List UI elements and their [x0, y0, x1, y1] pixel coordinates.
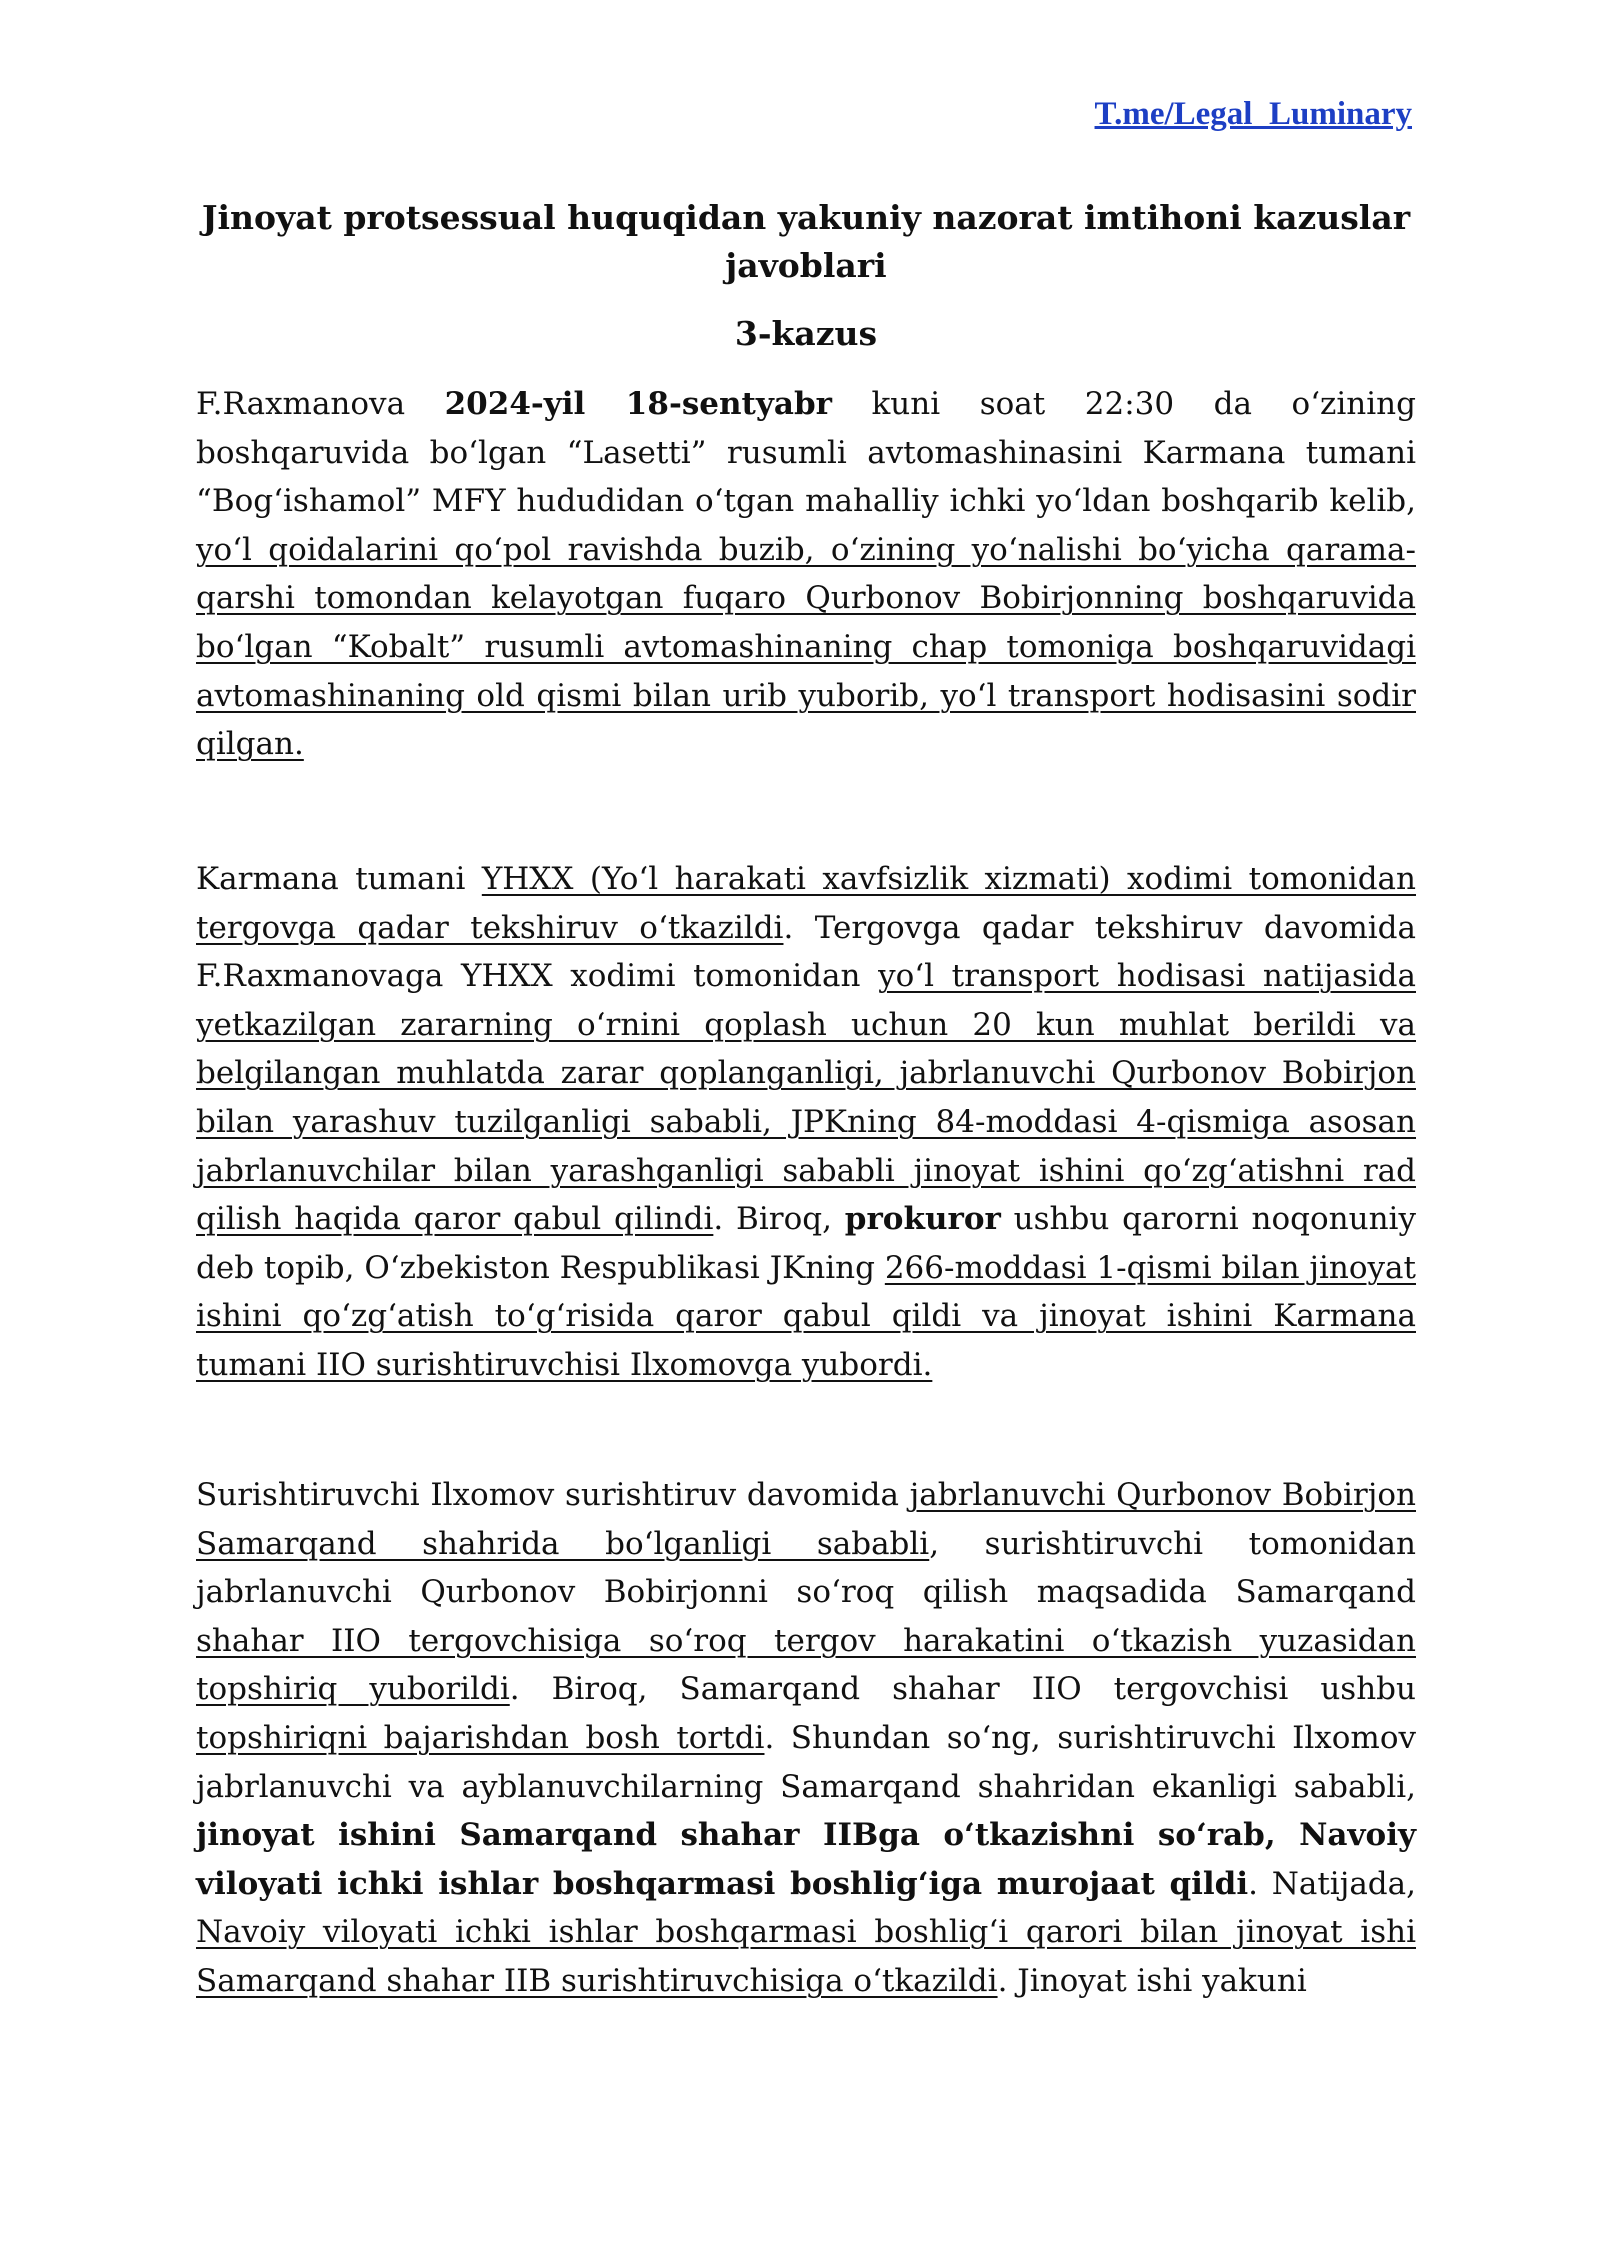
bold-text: jinoyat ishini Samarqand shahar IIBga o‘tkazishni so‘rab, Navoiy viloyati ichki ishlar boshqarmasi boshlig‘iga murojaat qildi: [196, 1817, 1416, 1902]
paragraph-text: . Jinoyat ishi yakuni: [997, 1962, 1307, 1999]
paragraph-text: . Natijada,: [1248, 1865, 1416, 1902]
underlined-text: yo‘l transport hodisasi natijasida yetkazilgan zararning o‘rnini qoplash uchun 20 kun muhlat berildi va belgilangan muhlatda zarar qoplanganligi, jabrlanuvchi Qurbonov Bobirjon bilan yarashuv tuzilganligi sababli, JPKning 84-moddasi 4-qismiga asosan jabrlanuvchilar bilan yarashganligi sababli jinoyat ishini qo‘zg‘atishni rad qilish haqida qaror qabul qilindi: [196, 958, 1416, 1238]
case-paragraph-1: [196, 380, 1416, 769]
telegram-channel-link[interactable]: T.me/Legal_Luminary: [1094, 96, 1412, 132]
document-title: Jinoyat protsessual huquqidan yakuniy nazorat imtihoni kazuslar javoblari: [201, 198, 1411, 285]
paragraph-text: . Tergovga qadar tekshiruv davomida F.Raxmanovaga YHXX xodimi tomonidan: [196, 909, 1416, 995]
paragraph-text: Surishtiruvchi Ilxomov surishtiruv davomida: [196, 1477, 910, 1513]
paragraph-text: . Shundan so‘ng, surishtiruvchi Ilxomov jabrlanuvchi va ayblanuvchilarning Samarqand shahridan ekanligi sababli,: [196, 1719, 1416, 1805]
underlined-text: YHXX (Yo‘l harakati xavfsizlik xizmati) xodimi tomonidan tergovga qadar tekshiruv o‘tkazildi: [196, 861, 1416, 946]
underlined-text: shahar IIO tergovchisiga so‘roq tergov harakatini o‘tkazish yuzasidan topshiriq yuborildi: [196, 1622, 1416, 1708]
paragraph-text: , surishtiruvchi tomonidan jabrlanuvchi Qurbonov Bobirjonni so‘roq qilish maqsadida Samarqand: [196, 1525, 1416, 1611]
paragraph-text: F.Raxmanova: [196, 386, 445, 422]
paragraph-text: ushbu qarorni noqonuniy deb topib, O‘zbekiston Respublikasi JKning: [196, 1201, 1416, 1286]
underlined-text: yo‘l qoidalarini qo‘pol ravishda buzib, o‘zining yo‘nalishi bo‘yicha qarama-qarshi tomondan kelayotgan fuqaro Qurbonov Bobirjonning boshqaruvida bo‘lgan “Kobalt” rusumli avtomashinaning chap tomoniga boshqaruvidagi avtomashinaning old qismi bilan urib yuborib, yo‘l transport hodisasini sodir qilgan.: [196, 531, 1416, 763]
incident-date: 2024-yil 18-sentyabr: [444, 386, 832, 422]
bold-text: prokuror: [844, 1201, 1001, 1238]
paragraph-text: . Biroq, Samarqand shahar IIO tergovchisi ushbu: [509, 1671, 1416, 1708]
paragraph-text: . Biroq,: [713, 1201, 845, 1238]
underlined-text: jabrlanuvchi Qurbonov Bobirjon Samarqand shahrida bo‘lganligi sababli: [196, 1477, 1416, 1562]
paragraph-text: Karmana tumani: [196, 861, 482, 897]
paragraph-text: kuni soat 22:30 da o‘zining boshqaruvida bo‘lgan “Lasetti” rusumli avtomashinasini Karmana tumani “Bog‘ishamol” MFY hududidan o‘tgan mahalliy ichki yo‘ldan boshqarib kelib,: [196, 386, 1416, 520]
case-paragraph-3: [196, 1471, 1416, 2006]
case-title: 3-kazus: [734, 314, 878, 353]
underlined-text: 266-moddasi 1-qismi bilan jinoyat ishini qo‘zg‘atish to‘g‘risida qaror qabul qildi va jinoyat ishini Karmana tumani IIO surishtiruvchisi Ilxomovga yubordi.: [196, 1249, 1416, 1383]
underlined-text: topshiriqni bajarishdan bosh tortdi: [196, 1719, 765, 1756]
case-paragraph-2: [196, 855, 1416, 1390]
underlined-text: Navoiy viloyati ichki ishlar boshqarmasi boshlig‘i qarori bilan jinoyat ishi Samarqand shahar IIB surishtiruvchisiga o‘tkazildi: [196, 1914, 1416, 1999]
